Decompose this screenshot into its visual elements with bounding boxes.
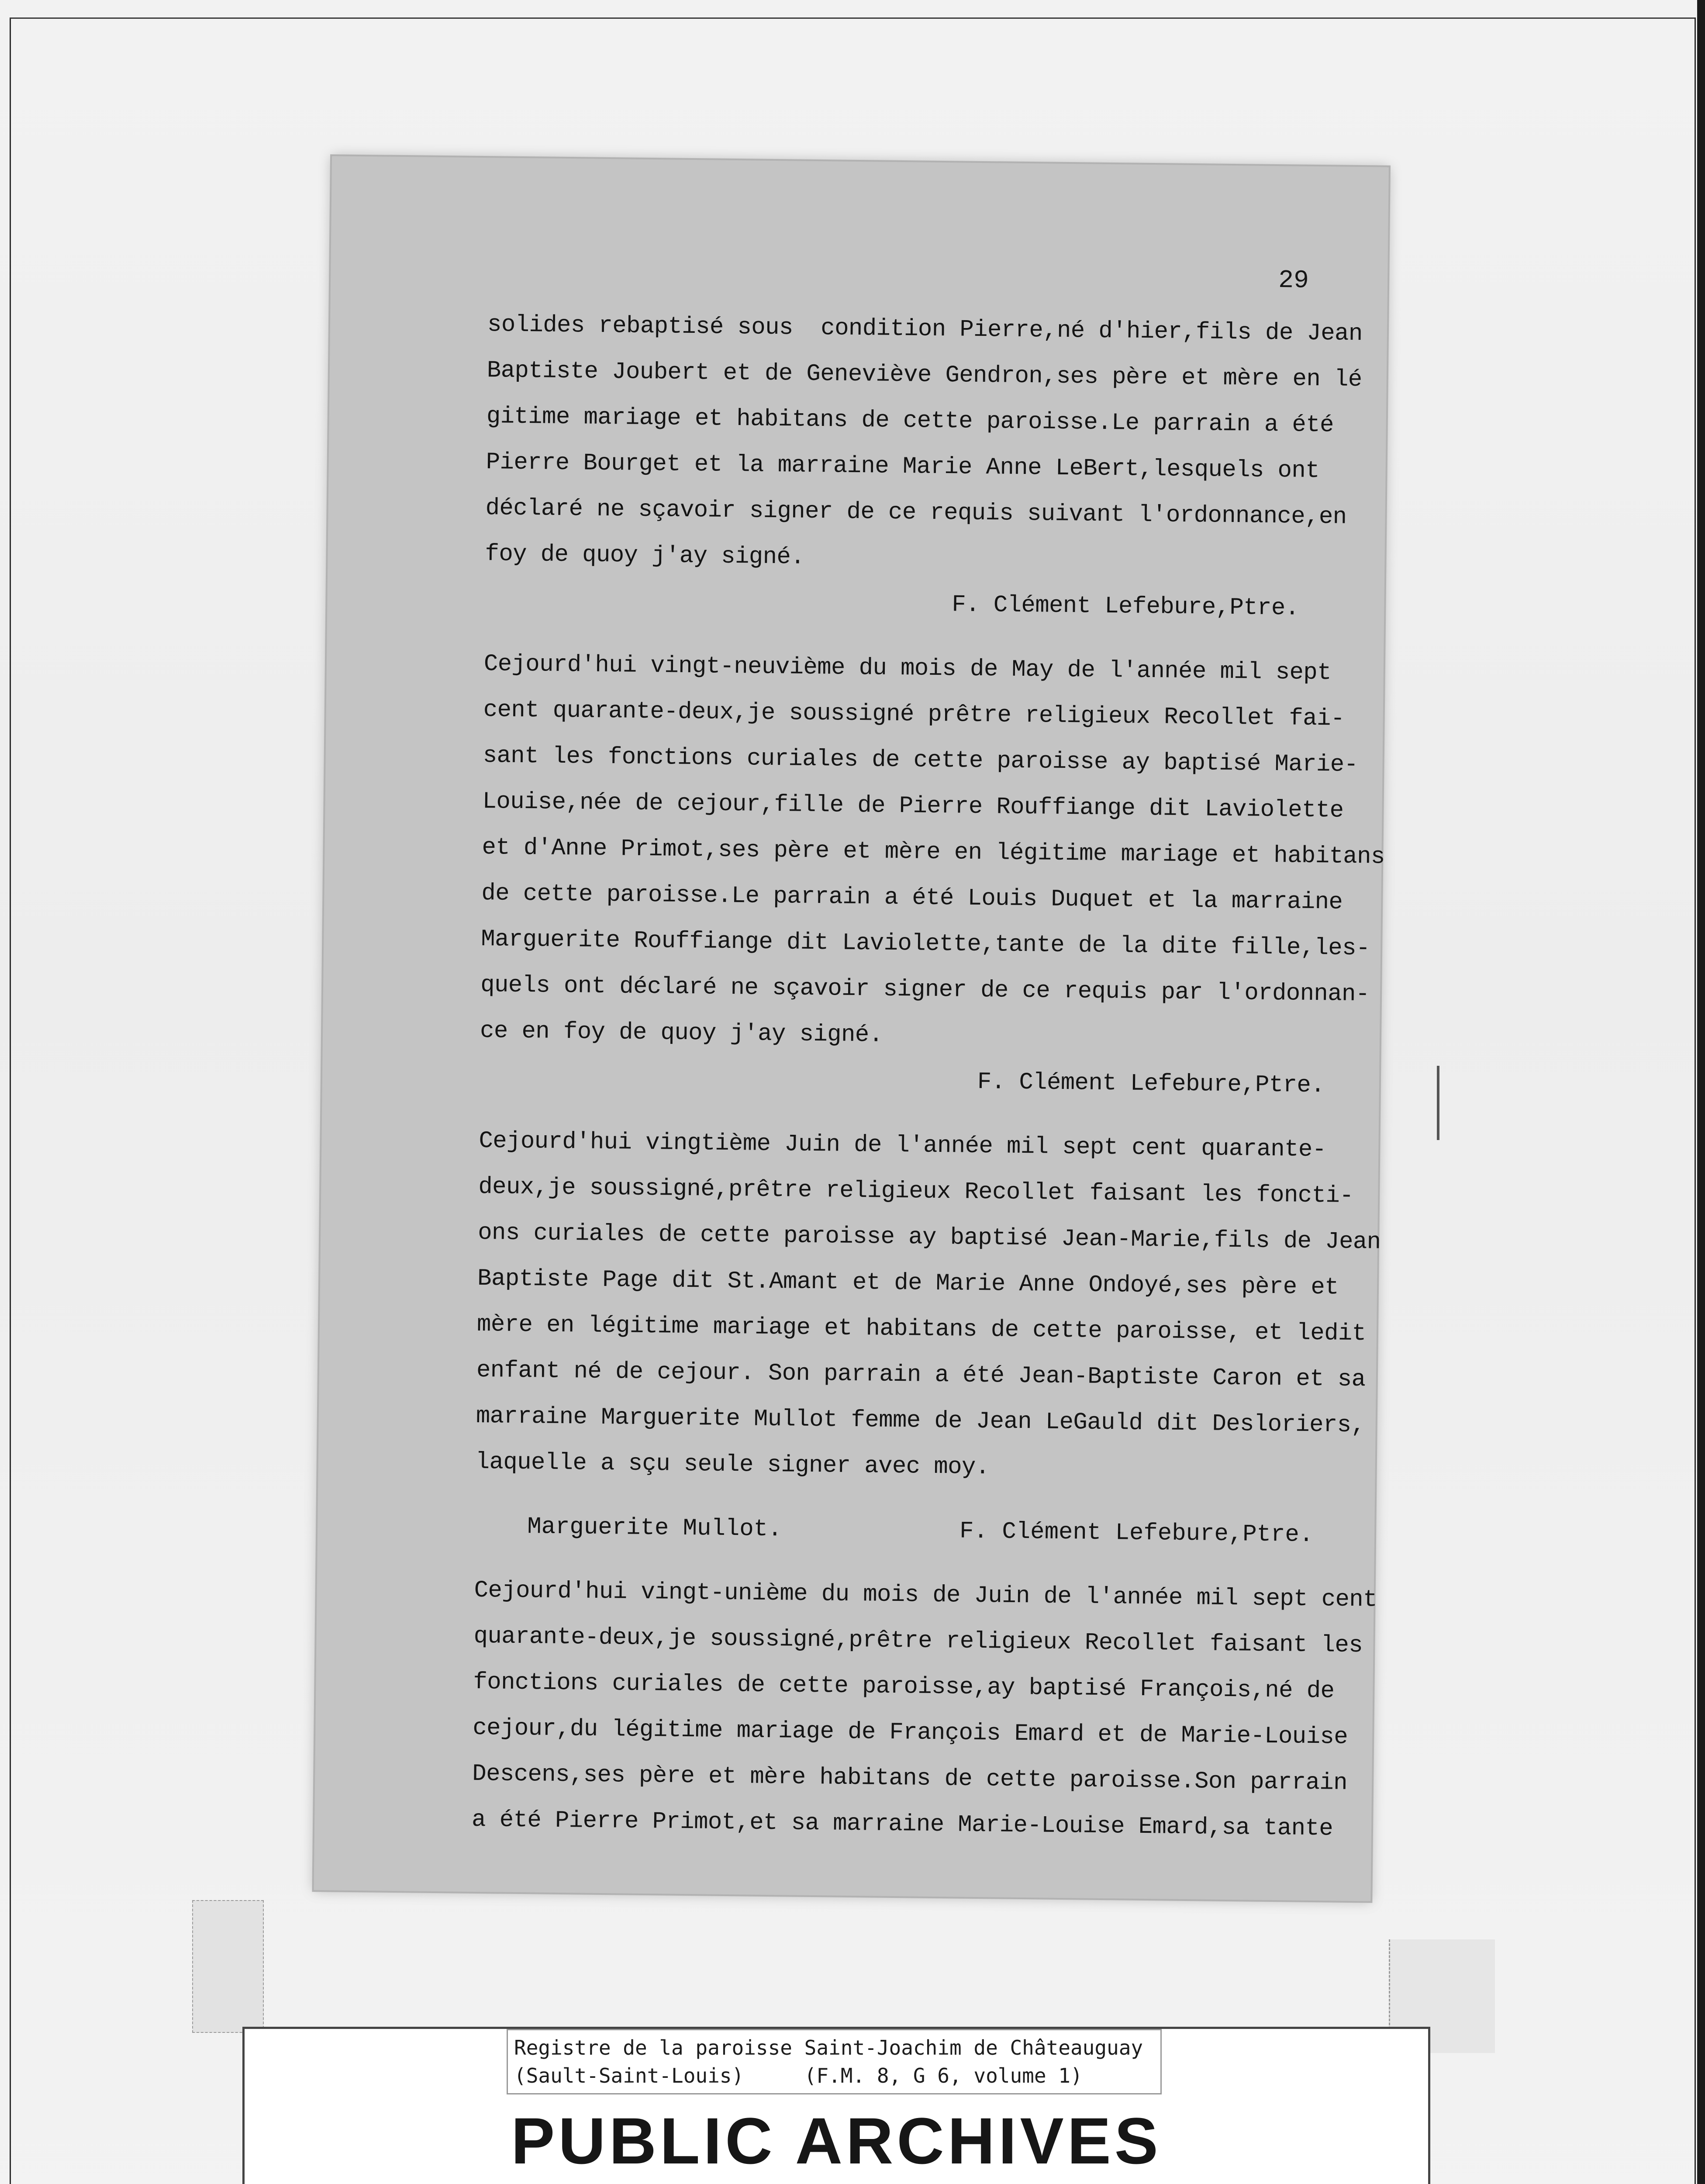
mounting-tape-left: [192, 1900, 264, 2033]
text-line: Cejourd'hui vingtième Juin de l'année mil sept cent quarante-: [479, 1127, 1326, 1164]
signature-3: F. Clément Lefebure,Ptre.: [959, 1518, 1314, 1549]
text-line: Pierre Bourget et la marraine Marie Anne LeBert,lesquels ont: [486, 449, 1320, 485]
text-line: cejour,du légitime mariage de François Emard et de Marie-Louise: [473, 1714, 1348, 1751]
text-line: Cejourd'hui vingt-unième du mois de Juin de l'année mil sept cent: [474, 1577, 1377, 1614]
text-line: Descens,ses père et mère habitans de cette paroisse.Son parrain: [472, 1760, 1348, 1797]
text-line: fonctions curiales de cette paroisse,ay baptisé François,né de: [473, 1669, 1335, 1705]
text-line: deux,je soussigné,prêtre religieux Recollet faisant les foncti-: [478, 1173, 1354, 1209]
godmother-signature: Marguerite Mullot.: [527, 1514, 782, 1543]
signature-1: F. Clément Lefebure,Ptre.: [952, 591, 1299, 622]
collection-label: [507, 2029, 1162, 2094]
text-line: sant les fonctions curiales de cette paroisse ay baptisé Marie-: [483, 743, 1358, 779]
text-line: quels ont déclaré ne sçavoir signer de ce requis par l'ordonnan-: [480, 971, 1370, 1008]
frame-border-top: [10, 17, 1695, 19]
text-line: solides rebaptisé sous condition Pierre,né d'hier,fils de Jean: [487, 311, 1363, 348]
archive-card: [242, 2027, 1430, 2184]
text-line: Cejourd'hui vingt-neuvième du mois de May de l'année mil sept: [483, 651, 1332, 687]
collection-label-line-1: Registre de la paroisse Saint-Joachim de Châteauguay: [514, 2036, 1143, 2060]
collection-label-line-2: (Sault-Saint-Louis) (F.M. 8, G 6, volume 1): [514, 2064, 1083, 2087]
text-line: Louise,née de cejour,fille de Pierre Rouffiange dit Laviolette: [482, 788, 1344, 824]
backdrop-mark: [1437, 1066, 1439, 1140]
page-number: 29: [1278, 266, 1309, 295]
text-line: quarante-deux,je soussigné,prêtre religieux Recollet faisant les: [473, 1623, 1363, 1659]
text-line: marraine Marguerite Mullot femme de Jean LeGauld dit Desloriers,: [476, 1403, 1365, 1439]
text-line: ons curiales de cette paroisse ay baptisé Jean-Marie,fils de Jean: [477, 1219, 1381, 1256]
signature-2: F. Clément Lefebure,Ptre.: [977, 1068, 1325, 1099]
archive-title-english: PUBLIC ARCHIVES: [511, 2104, 1162, 2177]
text-line: déclaré ne sçavoir signer de ce requis suivant l'ordonnance,en: [485, 495, 1347, 531]
text-line: Marguerite Rouffiange dit Laviolette,tante de la dite fille,les-: [480, 926, 1370, 962]
page-text: [471, 302, 1385, 1852]
text-line: enfant né de cejour. Son parrain a été Jean-Baptiste Caron et sa: [476, 1357, 1366, 1393]
text-line: ce en foy de quoy j'ay signé.: [480, 1017, 883, 1049]
text-line: mère en légitime mariage et habitans de cette paroisse, et ledit: [476, 1311, 1366, 1348]
signature-3-row: [475, 1503, 1349, 1559]
text-line: et d'Anne Primot,ses père et mère en légitime mariage et habitans: [482, 834, 1385, 871]
frame-border-right: [1695, 17, 1696, 2184]
text-line: de cette paroisse.Le parrain a été Louis Duquet et la marraine: [481, 880, 1343, 916]
text-line: cent quarante-deux,je soussigné prêtre religieux Recollet fai-: [483, 697, 1345, 733]
frame-border-left: [10, 17, 11, 2184]
text-line: foy de quoy j'ay signé.: [485, 541, 805, 571]
register-page: [314, 156, 1388, 1901]
text-line: gitime mariage et habitans de cette paroisse.Le parrain a été: [486, 403, 1334, 439]
text-line: Baptiste Joubert et de Geneviève Gendron,ses père et mère en lé: [487, 357, 1362, 394]
text-line: laquelle a sçu seule signer avec moy.: [475, 1448, 990, 1481]
text-line: a été Pierre Primot,et sa marraine Marie-Louise Emard,sa tante: [471, 1806, 1333, 1842]
text-line: Baptiste Page dit St.Amant et de Marie Anne Ondoyé,ses père et: [477, 1265, 1339, 1301]
